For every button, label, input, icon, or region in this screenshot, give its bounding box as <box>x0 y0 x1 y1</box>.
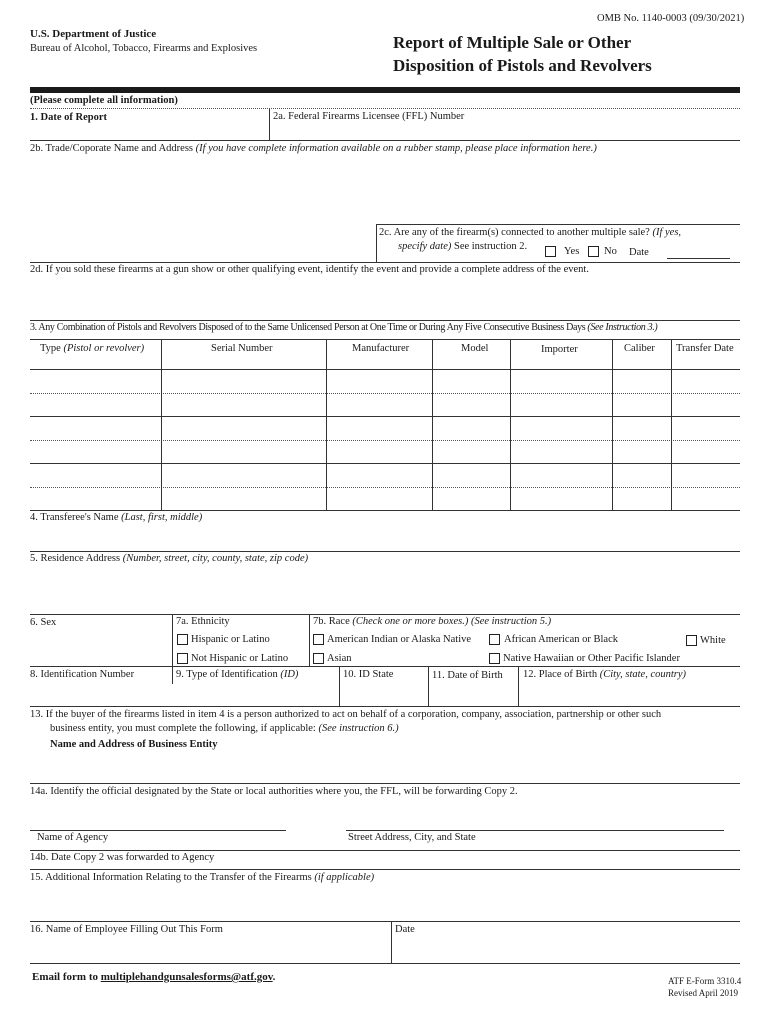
race-native-hawaiian-checkbox[interactable] <box>489 653 500 664</box>
col-importer-header: Importer <box>541 344 578 355</box>
transferee-name-label: 4. Transferee's Name (Last, first, middle) <box>30 512 203 523</box>
firearm-importer-cell[interactable] <box>512 371 610 391</box>
agency-address-input[interactable] <box>346 830 724 831</box>
firearm-model-cell[interactable] <box>434 395 508 414</box>
employee-name-input[interactable] <box>30 938 388 962</box>
gun-show-input[interactable] <box>30 280 738 318</box>
official-designated-label: 14a. Identify the official designated by the State or local authorities where you, the FFL, will be forwarding Copy 2. <box>30 786 518 797</box>
firearm-model-cell[interactable] <box>434 442 508 461</box>
ffl-number-label: 2a. Federal Firearms Licensee (FFL) Number <box>273 111 465 122</box>
firearm-type-cell[interactable] <box>32 465 159 485</box>
firearm-model-cell[interactable] <box>434 465 508 485</box>
agency-name-input[interactable] <box>30 830 286 831</box>
firearm-manufacturer-cell[interactable] <box>328 395 430 414</box>
firearm-serial-cell[interactable] <box>163 489 324 508</box>
business-entity-heading: Name and Address of Business Entity <box>50 739 218 750</box>
firearm-model-cell[interactable] <box>434 489 508 508</box>
firearm-manufacturer-cell[interactable] <box>328 489 430 508</box>
employee-name-label: 16. Name of Employee Filling Out This Form <box>30 924 223 935</box>
hispanic-label: Hispanic or Latino <box>191 634 270 645</box>
firearm-transfer-date-cell[interactable] <box>673 442 738 461</box>
residence-address-label: 5. Residence Address (Number, street, city, county, state, zip code) <box>30 553 309 564</box>
multiple-sale-no-checkbox[interactable] <box>588 246 599 257</box>
firearm-manufacturer-cell[interactable] <box>328 442 430 461</box>
section-3-title: 3. Any Combination of Pistols and Revolvers Disposed of to the Same Unlicensed Person at One Time or During Any Five Consecutive Business Days (See Instruction 3.) <box>30 322 658 333</box>
firearm-transfer-date-cell[interactable] <box>673 489 738 508</box>
firearm-caliber-cell[interactable] <box>614 371 669 391</box>
firearm-importer-cell[interactable] <box>512 395 610 414</box>
firearm-importer-cell[interactable] <box>512 442 610 461</box>
firearm-importer-cell[interactable] <box>512 465 610 485</box>
firearm-type-cell[interactable] <box>32 442 159 461</box>
id-number-input[interactable] <box>30 683 170 705</box>
firearm-transfer-date-cell[interactable] <box>673 395 738 414</box>
bureau-name: Bureau of Alcohol, Tobacco, Firearms and Explosives <box>30 43 258 54</box>
trade-name-label: 2b. Trade/Coporate Name and Address (If you have complete information available on a rubber stamp, please place information here.) <box>30 143 597 154</box>
firearm-type-cell[interactable] <box>32 395 159 414</box>
email-instruction: Email form to multiplehandgunsalesforms@atf.gov. <box>32 971 276 983</box>
firearm-importer-cell[interactable] <box>512 418 610 438</box>
firearm-manufacturer-cell[interactable] <box>328 371 430 391</box>
id-number-label: 8. Identification Number <box>30 669 135 680</box>
race-african-american-checkbox[interactable] <box>489 634 500 645</box>
race-african-american-label: African American or Black <box>504 634 618 645</box>
business-entity-input[interactable] <box>30 753 738 781</box>
col-transfer-date-header: Transfer Date <box>676 343 734 354</box>
dob-input[interactable] <box>430 684 516 706</box>
race-asian-checkbox[interactable] <box>313 653 324 664</box>
firearm-serial-cell[interactable] <box>163 371 324 391</box>
dob-label: 11. Date of Birth <box>432 670 503 681</box>
multiple-sale-question: 2c. Are any of the firearm(s) connected to another multiple sale? (If yes, <box>379 227 682 238</box>
col-serial-header: Serial Number <box>211 343 273 354</box>
firearm-caliber-cell[interactable] <box>614 489 669 508</box>
multiple-sale-date-label: Date <box>629 247 649 258</box>
ffl-number-input[interactable] <box>272 110 738 140</box>
firearm-caliber-cell[interactable] <box>614 418 669 438</box>
firearm-serial-cell[interactable] <box>163 418 324 438</box>
transferee-name-input[interactable] <box>30 526 738 550</box>
race-label: 7b. Race (Check one or more boxes.) (See instruction 5.) <box>313 616 552 627</box>
race-white-label: White <box>700 635 726 646</box>
firearm-serial-cell[interactable] <box>163 465 324 485</box>
form-title-line1: Report of Multiple Sale or Other <box>393 33 632 52</box>
yes-label: Yes <box>564 246 580 257</box>
col-caliber-header: Caliber <box>624 343 655 354</box>
id-state-input[interactable] <box>341 683 426 705</box>
id-type-label: 9. Type of Identification (ID) <box>176 669 299 680</box>
header-rule <box>30 87 740 93</box>
gun-show-label: 2d. If you sold these firearms at a gun show or other qualifying event, identify the event and provide a complete address of the event. <box>30 264 589 275</box>
hispanic-checkbox[interactable] <box>177 634 188 645</box>
not-hispanic-label: Not Hispanic or Latino <box>191 653 289 664</box>
agency-address-label: Street Address, City, and State <box>348 832 476 843</box>
copy2-date-label: 14b. Date Copy 2 was forwarded to Agency <box>30 852 215 863</box>
place-of-birth-input[interactable] <box>521 683 738 705</box>
firearm-caliber-cell[interactable] <box>614 465 669 485</box>
race-american-indian-label: American Indian or Alaska Native <box>327 634 472 645</box>
id-type-input[interactable] <box>174 683 337 705</box>
no-label: No <box>604 246 617 257</box>
form-title-line2: Disposition of Pistols and Revolvers <box>393 56 652 75</box>
multiple-sale-yes-checkbox[interactable] <box>545 246 556 257</box>
firearm-model-cell[interactable] <box>434 418 508 438</box>
firearm-transfer-date-cell[interactable] <box>673 371 738 391</box>
firearm-caliber-cell[interactable] <box>614 442 669 461</box>
date-of-report-input[interactable] <box>30 110 268 140</box>
sex-label: 6. Sex <box>30 617 57 628</box>
department-name: U.S. Department of Justice <box>30 28 157 40</box>
race-asian-label: Asian <box>327 653 352 664</box>
trade-name-address-input[interactable] <box>30 158 375 260</box>
col-manufacturer-header: Manufacturer <box>352 343 410 354</box>
revised-date: Revised April 2019 <box>668 988 738 998</box>
firearm-transfer-date-cell[interactable] <box>673 418 738 438</box>
additional-info-input[interactable] <box>30 888 738 920</box>
firearm-model-cell[interactable] <box>434 371 508 391</box>
ethnicity-label: 7a. Ethnicity <box>176 616 230 627</box>
firearm-transfer-date-cell[interactable] <box>673 465 738 485</box>
firearm-caliber-cell[interactable] <box>614 395 669 414</box>
instruction-text: (Please complete all information) <box>30 95 178 106</box>
id-state-label: 10. ID State <box>343 669 394 680</box>
firearm-type-cell[interactable] <box>32 489 159 508</box>
date-of-report-label: 1. Date of Report <box>30 112 107 123</box>
multiple-sale-date-input[interactable] <box>667 258 730 259</box>
firearm-manufacturer-cell[interactable] <box>328 418 430 438</box>
firearm-manufacturer-cell[interactable] <box>328 465 430 485</box>
firearm-type-cell[interactable] <box>32 418 159 438</box>
business-entity-text-2: business entity, you must complete the following, if applicable: (See instruction 6.) <box>50 723 399 734</box>
place-of-birth-label: 12. Place of Birth (City, state, country) <box>523 669 687 680</box>
omb-number: OMB No. 1140-0003 (09/30/2021) <box>597 13 745 24</box>
business-entity-text-1: 13. If the buyer of the firearms listed in item 4 is a person authorized to act on behalf of a corporation, company, association, partnership or other such <box>30 709 662 720</box>
col-model-header: Model <box>461 343 489 354</box>
firearm-serial-cell[interactable] <box>163 442 324 461</box>
firearm-type-cell[interactable] <box>32 371 159 391</box>
sex-input[interactable] <box>30 632 170 666</box>
form-id: ATF E-Form 3310.4 <box>668 976 742 986</box>
race-native-hawaiian-label: Native Hawaiian or Other Pacific Islander <box>503 653 680 664</box>
additional-info-label: 15. Additional Information Relating to the Transfer of the Firearms (if applicable) <box>30 872 375 883</box>
multiple-sale-question-2: specify date) See instruction 2. <box>398 241 528 252</box>
residence-address-input[interactable] <box>30 568 738 612</box>
agency-name-label: Name of Agency <box>37 832 109 843</box>
firearm-serial-cell[interactable] <box>163 395 324 414</box>
race-white-checkbox[interactable] <box>686 635 697 646</box>
not-hispanic-checkbox[interactable] <box>177 653 188 664</box>
employee-date-input[interactable] <box>394 938 738 962</box>
employee-date-label: Date <box>395 924 415 935</box>
col-type-header: Type (Pistol or revolver) <box>40 343 145 354</box>
copy2-date-input[interactable] <box>240 852 738 868</box>
race-american-indian-checkbox[interactable] <box>313 634 324 645</box>
email-link[interactable]: multiplehandgunsalesforms@atf.gov <box>100 971 273 983</box>
firearm-importer-cell[interactable] <box>512 489 610 508</box>
